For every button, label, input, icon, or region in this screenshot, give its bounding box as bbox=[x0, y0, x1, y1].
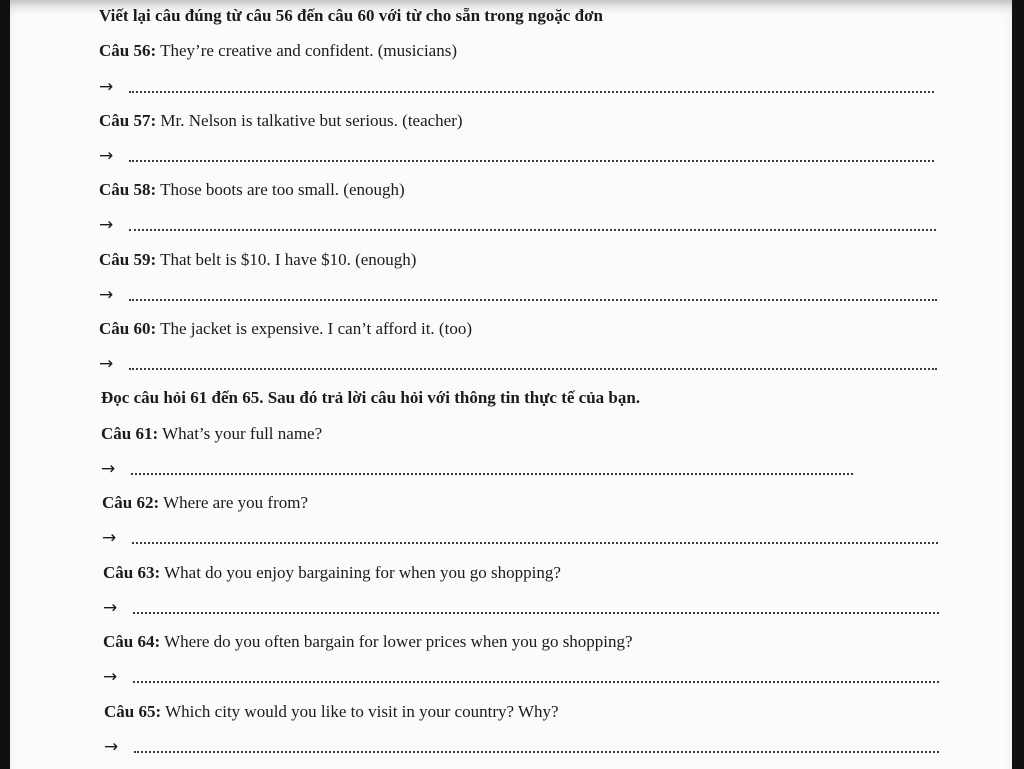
arrow-icon: → bbox=[103, 598, 118, 618]
question-text: Where do you often bargain for lower prices when you go shopping? bbox=[164, 632, 633, 651]
answer-line-56[interactable] bbox=[99, 77, 939, 97]
question-label: Câu 62: bbox=[102, 493, 160, 512]
question-text: What do you enjoy bargaining for when you go shopping? bbox=[164, 563, 561, 582]
arrow-icon: → bbox=[104, 737, 119, 757]
section-heading-rewrite: Viết lại câu đúng từ câu 56 đến câu 60 với từ cho sẵn trong ngoặc đơn bbox=[99, 6, 603, 25]
question-label: Câu 59: bbox=[99, 250, 157, 269]
answer-line-58[interactable] bbox=[99, 215, 939, 235]
question-text: That belt is $10. I have $10. (enough) bbox=[160, 250, 417, 269]
arrow-icon: → bbox=[99, 354, 114, 374]
question-text: Which city would you like to visit in your country? Why? bbox=[165, 702, 559, 721]
question-label: Câu 61: bbox=[101, 424, 159, 443]
answer-dotted-line bbox=[129, 368, 937, 370]
answer-dotted-line bbox=[131, 473, 853, 475]
answer-line-65[interactable] bbox=[104, 737, 944, 757]
answer-dotted-line bbox=[132, 542, 938, 544]
question-label: Câu 58: bbox=[99, 180, 157, 199]
answer-line-61[interactable] bbox=[101, 459, 861, 479]
answer-dotted-line bbox=[129, 229, 936, 231]
question-label: Câu 57: bbox=[99, 111, 157, 130]
question-59 bbox=[99, 250, 416, 270]
question-text: They’re creative and confident. (musicians) bbox=[160, 41, 458, 60]
answer-line-63[interactable] bbox=[103, 598, 943, 618]
answer-line-64[interactable] bbox=[103, 667, 943, 687]
arrow-icon: → bbox=[99, 215, 114, 235]
question-58 bbox=[99, 180, 405, 200]
worksheet-page bbox=[10, 0, 1012, 769]
answer-line-60[interactable] bbox=[99, 354, 939, 374]
question-text: Those boots are too small. (enough) bbox=[160, 180, 405, 199]
arrow-icon: → bbox=[99, 146, 114, 166]
question-text: Mr. Nelson is talkative but serious. (teacher) bbox=[160, 111, 463, 130]
question-label: Câu 64: bbox=[103, 632, 161, 651]
question-61 bbox=[101, 424, 322, 444]
answer-line-57[interactable] bbox=[99, 146, 939, 166]
question-label: Câu 65: bbox=[104, 702, 162, 721]
question-63 bbox=[103, 563, 561, 583]
question-60 bbox=[99, 319, 472, 339]
answer-dotted-line bbox=[129, 160, 934, 162]
question-label: Câu 56: bbox=[99, 41, 157, 60]
answer-dotted-line bbox=[129, 299, 937, 301]
arrow-icon: → bbox=[99, 285, 114, 305]
answer-line-59[interactable] bbox=[99, 285, 939, 305]
answer-dotted-line bbox=[133, 612, 939, 614]
question-56 bbox=[99, 41, 457, 61]
arrow-icon: → bbox=[103, 667, 118, 687]
question-64 bbox=[103, 632, 633, 652]
question-text: Where are you from? bbox=[163, 493, 308, 512]
question-text: The jacket is expensive. I can’t afford it. (too) bbox=[160, 319, 472, 338]
answer-dotted-line bbox=[129, 91, 934, 93]
question-label: Câu 63: bbox=[103, 563, 161, 582]
question-62 bbox=[102, 493, 308, 513]
question-text: What’s your full name? bbox=[162, 424, 323, 443]
section-heading-personal: Đọc câu hỏi 61 đến 65. Sau đó trả lời câu hỏi với thông tin thực tế của bạn. bbox=[101, 388, 641, 407]
arrow-icon: → bbox=[101, 459, 116, 479]
worksheet-content bbox=[88, 0, 958, 769]
question-57 bbox=[99, 111, 463, 131]
arrow-icon: → bbox=[99, 77, 114, 97]
answer-dotted-line bbox=[133, 681, 939, 683]
answer-dotted-line bbox=[134, 751, 939, 753]
question-label: Câu 60: bbox=[99, 319, 157, 338]
answer-line-62[interactable] bbox=[102, 528, 942, 548]
arrow-icon: → bbox=[102, 528, 117, 548]
question-65 bbox=[104, 702, 559, 722]
